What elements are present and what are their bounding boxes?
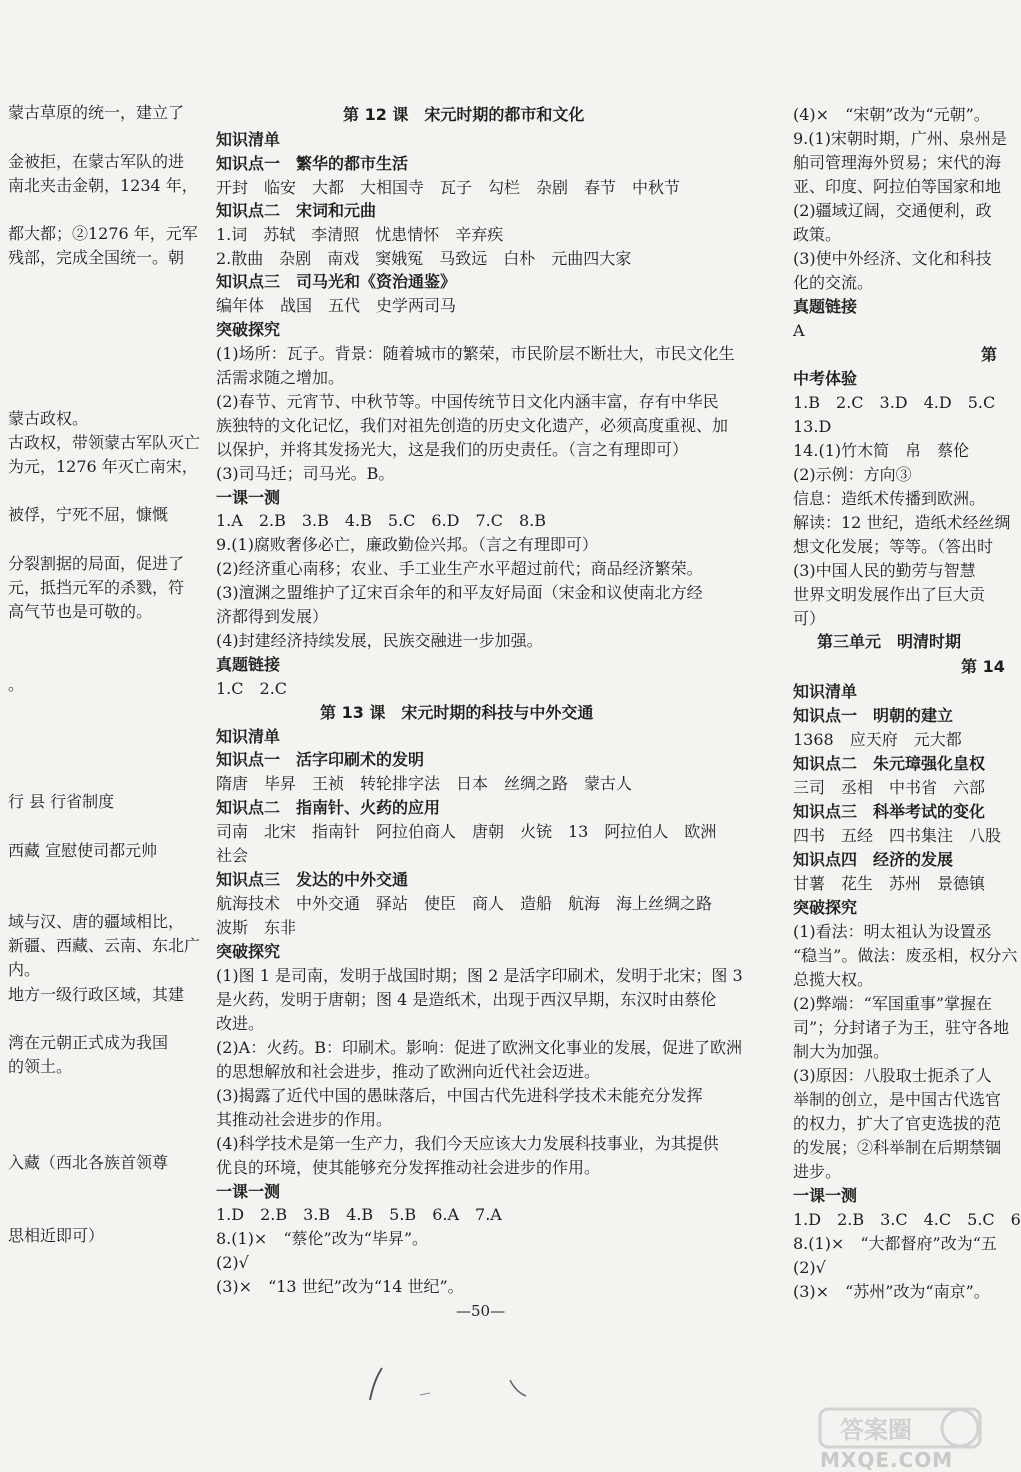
mid-text-line: 航海技术 中外交通 驿站 使臣 商人 造船 航海 海上丝绸之路 — [216, 894, 713, 913]
mid-text-line: 以保护，并将其发扬光大，这是我们的历史责任。（言之有理即可） — [216, 440, 689, 459]
right-text-line: (3)原因：八股取士扼杀了人 — [793, 1066, 992, 1085]
right-text-line: (2)疆域辽阔，交通便利，政 — [793, 201, 992, 220]
mid-text-line: (3)司马迁；司马光。B。 — [216, 464, 395, 483]
mid-text-line: 第 13 课 宋元时期的科技与中外交通 — [320, 703, 594, 722]
mid-text-line: (4)封建经济持续发展，民族交融进一步加强。 — [216, 631, 543, 650]
mid-text-line: 济都得到发展） — [216, 607, 329, 626]
right-text-line: 政策。 — [793, 225, 842, 244]
left-text-line: 金被拒，在蒙古军队的进 — [8, 152, 185, 171]
right-text-line: 知识点四 经济的发展 — [793, 850, 954, 869]
right-text-line: 舶司管理海外贸易；宋代的海 — [793, 153, 1002, 172]
mid-text-line: 的思想解放和社会进步，推动了欧洲向近代社会迈进。 — [216, 1062, 601, 1081]
right-text-line: 中考体验 — [793, 369, 858, 388]
mid-text-line: 一课一测 — [216, 488, 281, 507]
mid-text-line: 2.散曲 杂剧 南戏 窦娥冤 马致远 白朴 元曲四大家 — [216, 249, 632, 268]
mid-text-line: 隋唐 毕昇 王祯 转轮排字法 日本 丝绸之路 蒙古人 — [216, 774, 633, 793]
left-text-line: 被俘，宁死不屈，慷慨 — [8, 505, 169, 524]
mid-text-line: 族独特的文化记忆，我们对祖先创造的历史文化遗产，必须高度重视、加 — [216, 416, 729, 435]
right-text-line: 8.(1)× “大都督府”改为“五 — [793, 1234, 997, 1253]
left-text-line: 行 县 行省制度 — [8, 792, 115, 811]
right-text-line: 司”；分封诸子为王，驻守各地 — [793, 1018, 1010, 1037]
right-text-line: 的发展；②科举制在后期禁锢 — [793, 1138, 1002, 1157]
right-text-line: (2)示例：方向③ — [793, 465, 912, 484]
left-text-line: 蒙古草原的统一，建立了 — [8, 103, 185, 122]
mid-text-line: (3)× “13 世纪”改为“14 世纪”。 — [216, 1277, 464, 1296]
left-text-line: 新疆、西藏、云南、东北广 — [8, 936, 201, 955]
mid-text-line: 社会 — [216, 846, 249, 865]
right-text-line: 甘薯 花生 苏州 景德镇 — [793, 874, 986, 893]
mid-text-line: 1.D 2.B 3.B 4.B 5.B 6.A 7.A — [216, 1205, 502, 1224]
right-text-line: (3)× “苏州”改为“南京”。 — [793, 1282, 990, 1301]
right-text-line: 举制的创立，是中国古代选官 — [793, 1090, 1002, 1109]
right-text-line: 想文化发展；等等。（答出时 — [793, 537, 994, 556]
right-text-line: (2)√ — [793, 1258, 826, 1277]
watermark-text: MXQE.COM — [820, 1448, 954, 1472]
left-text-line: 。 — [8, 675, 25, 694]
mid-text-line: 知识清单 — [216, 130, 281, 149]
right-text-line: 第 14 — [961, 657, 1005, 676]
right-text-line: 13.D — [793, 417, 832, 436]
right-text-line: 亚、印度、阿拉伯等国家和地 — [793, 177, 1002, 196]
mid-text-line: 司南 北宋 指南针 阿拉伯商人 唐朝 火铳 13 阿拉伯人 欧洲 — [216, 822, 717, 841]
left-text-line: 元，抵挡元军的杀戮，符 — [8, 578, 185, 597]
right-text-line: 突破探究 — [793, 898, 858, 917]
mid-text-line: (4)科学技术是第一生产力，我们今天应该大力发展科技事业，为其提供 — [216, 1134, 719, 1153]
right-text-line: (1)看法：明太祖认为设置丞 — [793, 922, 992, 941]
mid-text-line: 波斯 东非 — [216, 918, 297, 937]
left-text-line: 湾在元朝正式成为我国 — [8, 1033, 169, 1052]
right-text-line: 14.(1)竹木简 帛 蔡伦 — [793, 441, 970, 460]
mid-text-line: 改进。 — [216, 1014, 265, 1033]
left-text-line: 域与汉、唐的疆域相比， — [8, 912, 185, 931]
right-text-line: 的权力，扩大了官吏选拔的范 — [793, 1114, 1002, 1133]
mid-text-line: 编年体 战国 五代 史学两司马 — [216, 296, 457, 315]
right-text-line: 信息：造纸术传播到欧洲。 — [793, 489, 986, 508]
right-text-line: 第 — [981, 345, 998, 364]
right-text-line: 1368 应天府 元大都 — [793, 730, 962, 749]
mid-text-line: (2)经济重心南移；农业、手工业生产水平超过前代；商品经济繁荣。 — [216, 559, 703, 578]
left-text-line: 南北夹击金朝，1234 年， — [8, 176, 198, 195]
page-number: —50— — [456, 1302, 506, 1320]
right-text-line: 知识点二 朱元璋强化皇权 — [793, 754, 986, 773]
mid-text-line: 1.词 苏轼 李清照 忧患情怀 辛弃疾 — [216, 225, 504, 244]
mid-text-line: (2)春节、元宵节、中秋节等。中国传统节日文化内涵丰富，存有中华民 — [216, 392, 719, 411]
left-text-line: 内。 — [8, 960, 41, 979]
left-text-line: 高气节也是可敬的。 — [8, 602, 153, 621]
mid-text-line: (2)A：火药。B：印刷术。影响：促进了欧洲文化事业的发展，促进了欧洲 — [216, 1038, 742, 1057]
right-text-line: 真题链接 — [793, 297, 858, 316]
mid-text-line: 知识点三 发达的中外交通 — [216, 870, 409, 889]
mid-text-line: 知识点一 活字印刷术的发明 — [216, 750, 425, 769]
mid-text-line: (3)澶渊之盟维护了辽宋百余年的和平友好局面（宋金和议使南北方经 — [216, 583, 703, 602]
mid-text-line: 开封 临安 大都 大相国寺 瓦子 勾栏 杂剧 春节 中秋节 — [216, 178, 681, 197]
mid-text-line: 知识清单 — [216, 727, 281, 746]
left-text-line: 分裂割据的局面，促进了 — [8, 554, 185, 573]
left-column — [0, 0, 201, 1330]
right-text-line: 第三单元 明清时期 — [817, 632, 962, 651]
left-text-line: 都大都；②1276 年，元军 — [8, 224, 198, 243]
mid-text-line: 一课一测 — [216, 1182, 281, 1201]
mid-text-line: 突破探究 — [216, 320, 281, 339]
mid-text-line: 突破探究 — [216, 942, 281, 961]
right-text-line: (2)弊端：“军国重事”掌握在 — [793, 994, 993, 1013]
left-text-line: 古政权，带领蒙古军队灭亡 — [8, 433, 201, 452]
mid-text-line: (2)√ — [216, 1253, 249, 1272]
right-text-line: 解读：12 世纪，造纸术经丝绸 — [793, 513, 1011, 532]
left-text-line: 蒙古政权。 — [8, 409, 89, 428]
right-text-line: 四书 五经 四书集注 八股 — [793, 826, 1002, 845]
left-text-line: 思相近即可） — [8, 1226, 105, 1245]
mid-text-line: 知识点一 繁华的都市生活 — [216, 154, 409, 173]
mid-text-line: (1)场所：瓦子。背景：随着城市的繁荣，市民阶层不断壮大，市民文化生 — [216, 344, 735, 363]
mid-text-line: 真题链接 — [216, 655, 281, 674]
right-text-line: 一课一测 — [793, 1186, 858, 1205]
mid-text-line: 优良的环境，使其能够充分发挥推动社会进步的作用。 — [216, 1158, 601, 1177]
mid-text-line: 8.(1)× “蔡伦”改为“毕昇”。 — [216, 1229, 429, 1248]
right-text-line: 1.D 2.B 3.C 4.C 5.C 6 — [793, 1210, 1021, 1229]
right-text-line: (4)× “宋朝”改为“元朝”。 — [793, 105, 990, 124]
mid-text-line: 知识点二 宋词和元曲 — [216, 201, 377, 220]
right-text-line: 知识清单 — [793, 682, 858, 701]
mid-text-line: 是火药，发明于唐朝；图 4 是造纸术，出现于西汉早期，东汉时由蔡伦 — [216, 990, 717, 1009]
right-text-line: 知识点三 科举考试的变化 — [793, 802, 986, 821]
mid-text-line: 1.A 2.B 3.B 4.B 5.C 6.D 7.C 8.B — [216, 511, 547, 530]
left-text-line: 西藏 宣慰使司都元帅 — [8, 841, 158, 860]
right-text-line: 化的交流。 — [793, 273, 874, 292]
right-column — [785, 0, 1021, 1330]
left-text-line: 为元，1276 年灭亡南宋， — [8, 457, 198, 476]
mid-text-line: 1.C 2.C — [216, 679, 288, 698]
mid-text-line: 9.(1)腐败奢侈必亡，廉政勤俭兴邦。（言之有理即可） — [216, 535, 598, 554]
right-text-line: (3)中国人民的勤劳与智慧 — [793, 561, 976, 580]
right-text-line: 9.(1)宋朝时期，广州、泉州是 — [793, 129, 1007, 148]
mid-text-line: 活需求随之增加。 — [216, 368, 345, 387]
right-text-line: 世界文明发展作出了巨大贡 — [793, 585, 986, 604]
mid-text-line: (3)揭露了近代中国的愚昧落后，中国古代先进科学技术未能充分发挥 — [216, 1086, 703, 1105]
left-text-line: 地方一级行政区域，其建 — [8, 985, 185, 1004]
right-text-line: “稳当”。做法：废丞相，权分六 — [793, 946, 1018, 965]
mid-text-line: 第 12 课 宋元时期的都市和文化 — [343, 105, 585, 124]
mid-text-line: 知识点三 司马光和《资治通鉴》 — [216, 272, 457, 291]
left-text-line: 的领土。 — [8, 1057, 73, 1076]
right-text-line: 1.B 2.C 3.D 4.D 5.C — [793, 393, 996, 412]
right-text-line: A — [793, 321, 805, 340]
mid-text-line: (1)图 1 是司南，发明于战国时期；图 2 是活字印刷术，发明于北宋；图 3 — [216, 966, 743, 985]
right-text-line: 进步。 — [793, 1162, 842, 1181]
watermark-logo-label: 答案圈 — [840, 1416, 912, 1444]
right-text-line: 总揽大权。 — [793, 970, 874, 989]
right-text-line: 可） — [793, 609, 826, 628]
right-text-line: 知识点一 明朝的建立 — [793, 706, 954, 725]
left-text-line: 入藏（西北各族首领尊 — [8, 1153, 169, 1172]
pen-scribble-mark — [360, 1360, 540, 1410]
left-text-line: 残部，完成全国统一。朝 — [8, 248, 185, 267]
mid-text-line: 其推动社会进步的作用。 — [216, 1110, 393, 1129]
right-text-line: (3)使中外经济、文化和科技 — [793, 249, 992, 268]
right-text-line: 三司 丞相 中书省 六部 — [793, 778, 986, 797]
right-text-line: 制大为加强。 — [793, 1042, 890, 1061]
mid-text-line: 知识点二 指南针、火药的应用 — [216, 798, 441, 817]
